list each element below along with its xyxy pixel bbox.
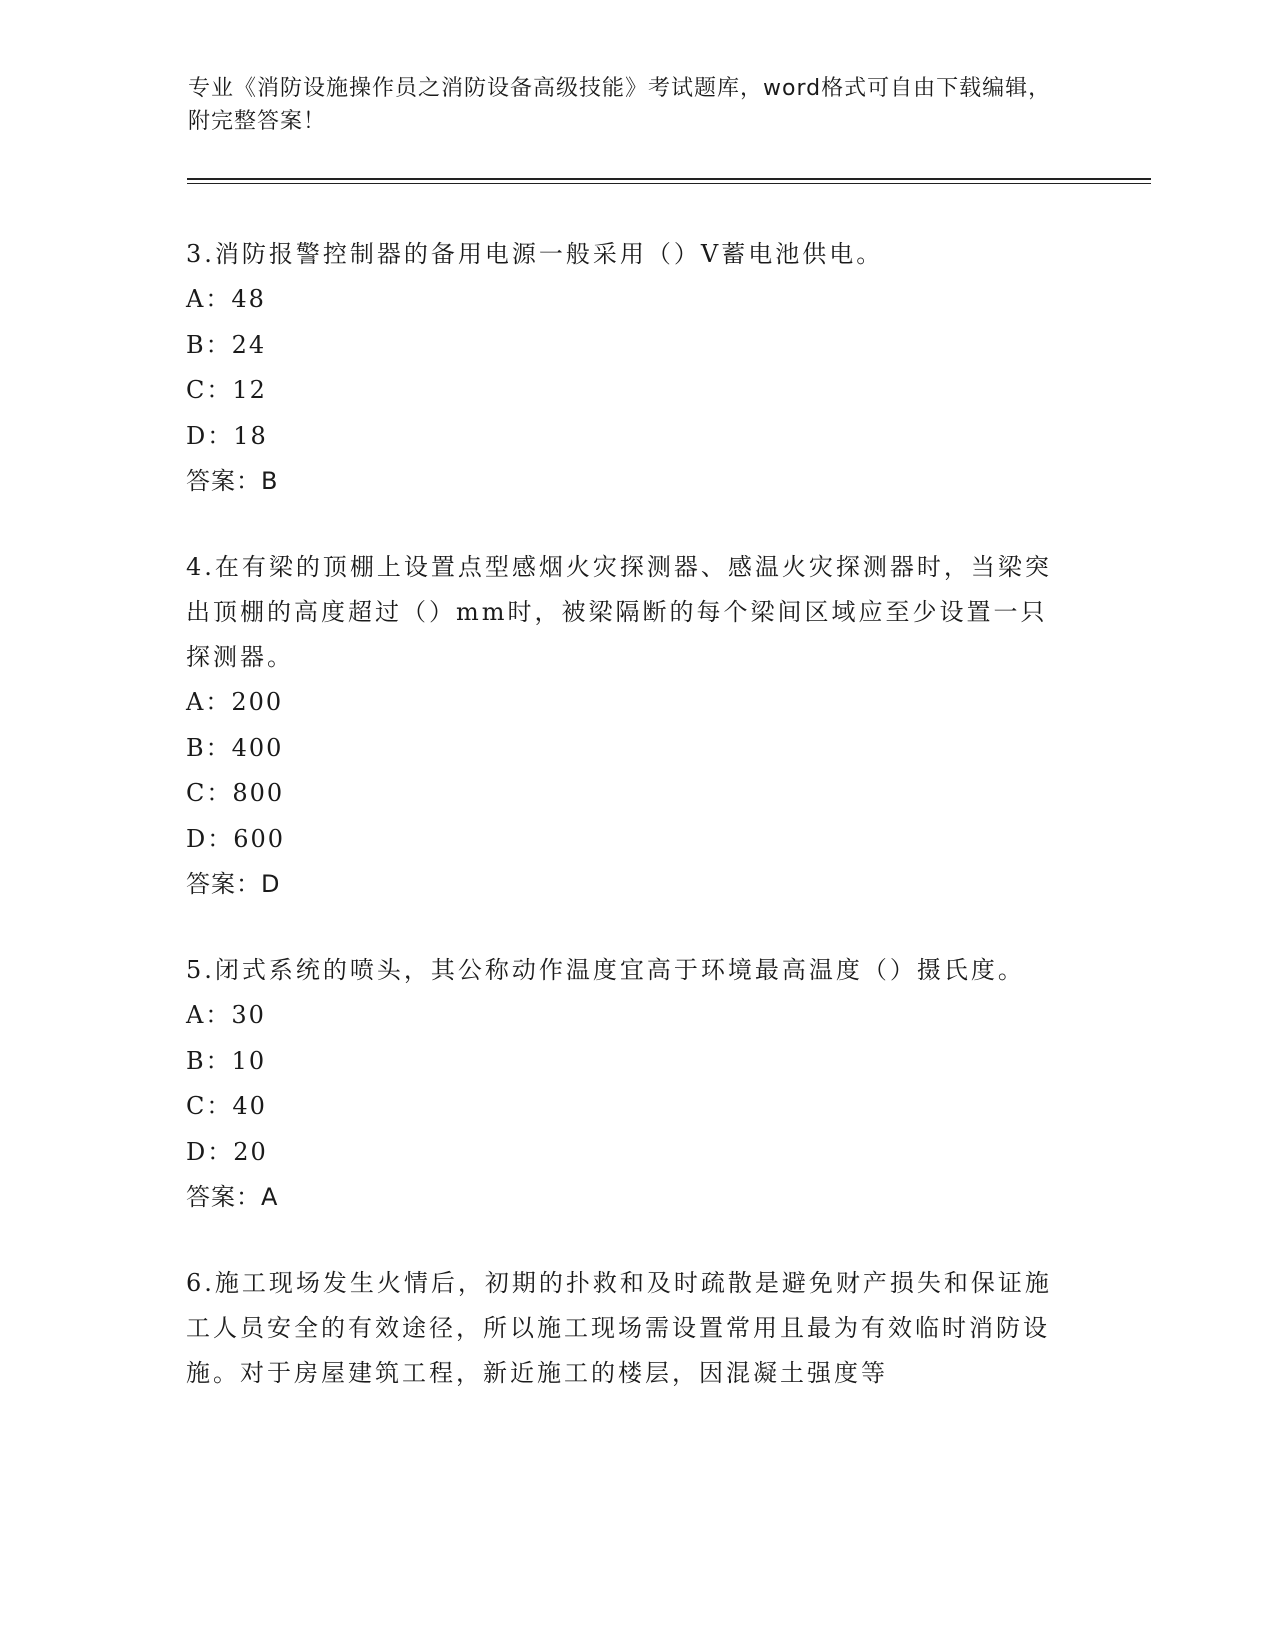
header-divider <box>187 178 1151 180</box>
question-text: 4.在有梁的顶棚上设置点型感烟火灾探测器、感温火灾探测器时，当梁突出顶棚的高度超过（）mm时，被梁隔断的每个梁间区域应至少设置一只探测器。 <box>186 553 1052 671</box>
option-c: C：800 <box>186 779 285 807</box>
document-header: 专业《消防设施操作员之消防设备高级技能》考试题库，word格式可自由下载编辑，附完整答案！ <box>188 76 1052 134</box>
question-6 <box>186 1261 1066 1396</box>
question-text: 6.施工现场发生火情后，初期的扑救和及时疏散是避免财产损失和保证施工人员安全的有效途径，所以施工现场需设置常用且最为有效临时消防设施。对于房屋建筑工程，新近施工的楼层，因混凝土强度等 <box>186 1269 1052 1387</box>
option-d: D：18 <box>186 421 268 450</box>
answer: 答案：A <box>186 1183 279 1211</box>
option-b: B：400 <box>186 733 284 762</box>
question-text: 5.闭式系统的喷头，其公称动作温度宜高于环境最高温度（）摄氏度。 <box>186 956 1025 984</box>
option-b: B：10 <box>186 1046 267 1075</box>
header-divider-thin <box>187 183 1151 184</box>
question-4 <box>186 545 1066 906</box>
option-a: A：200 <box>186 688 284 716</box>
answer: 答案：B <box>186 467 279 495</box>
option-b: B：24 <box>186 330 267 359</box>
question-3 <box>186 232 1066 503</box>
question-list <box>186 232 1066 1438</box>
option-a: A：30 <box>186 1001 266 1029</box>
option-c: C：40 <box>186 1092 267 1120</box>
question-5 <box>186 948 1066 1219</box>
option-a: A：48 <box>186 285 266 313</box>
option-c: C：12 <box>186 376 267 404</box>
question-text: 3.消防报警控制器的备用电源一般采用（）V蓄电池供电。 <box>186 240 884 268</box>
answer: 答案：D <box>186 870 281 898</box>
option-d: D：20 <box>186 1137 268 1166</box>
option-d: D：600 <box>186 824 286 853</box>
